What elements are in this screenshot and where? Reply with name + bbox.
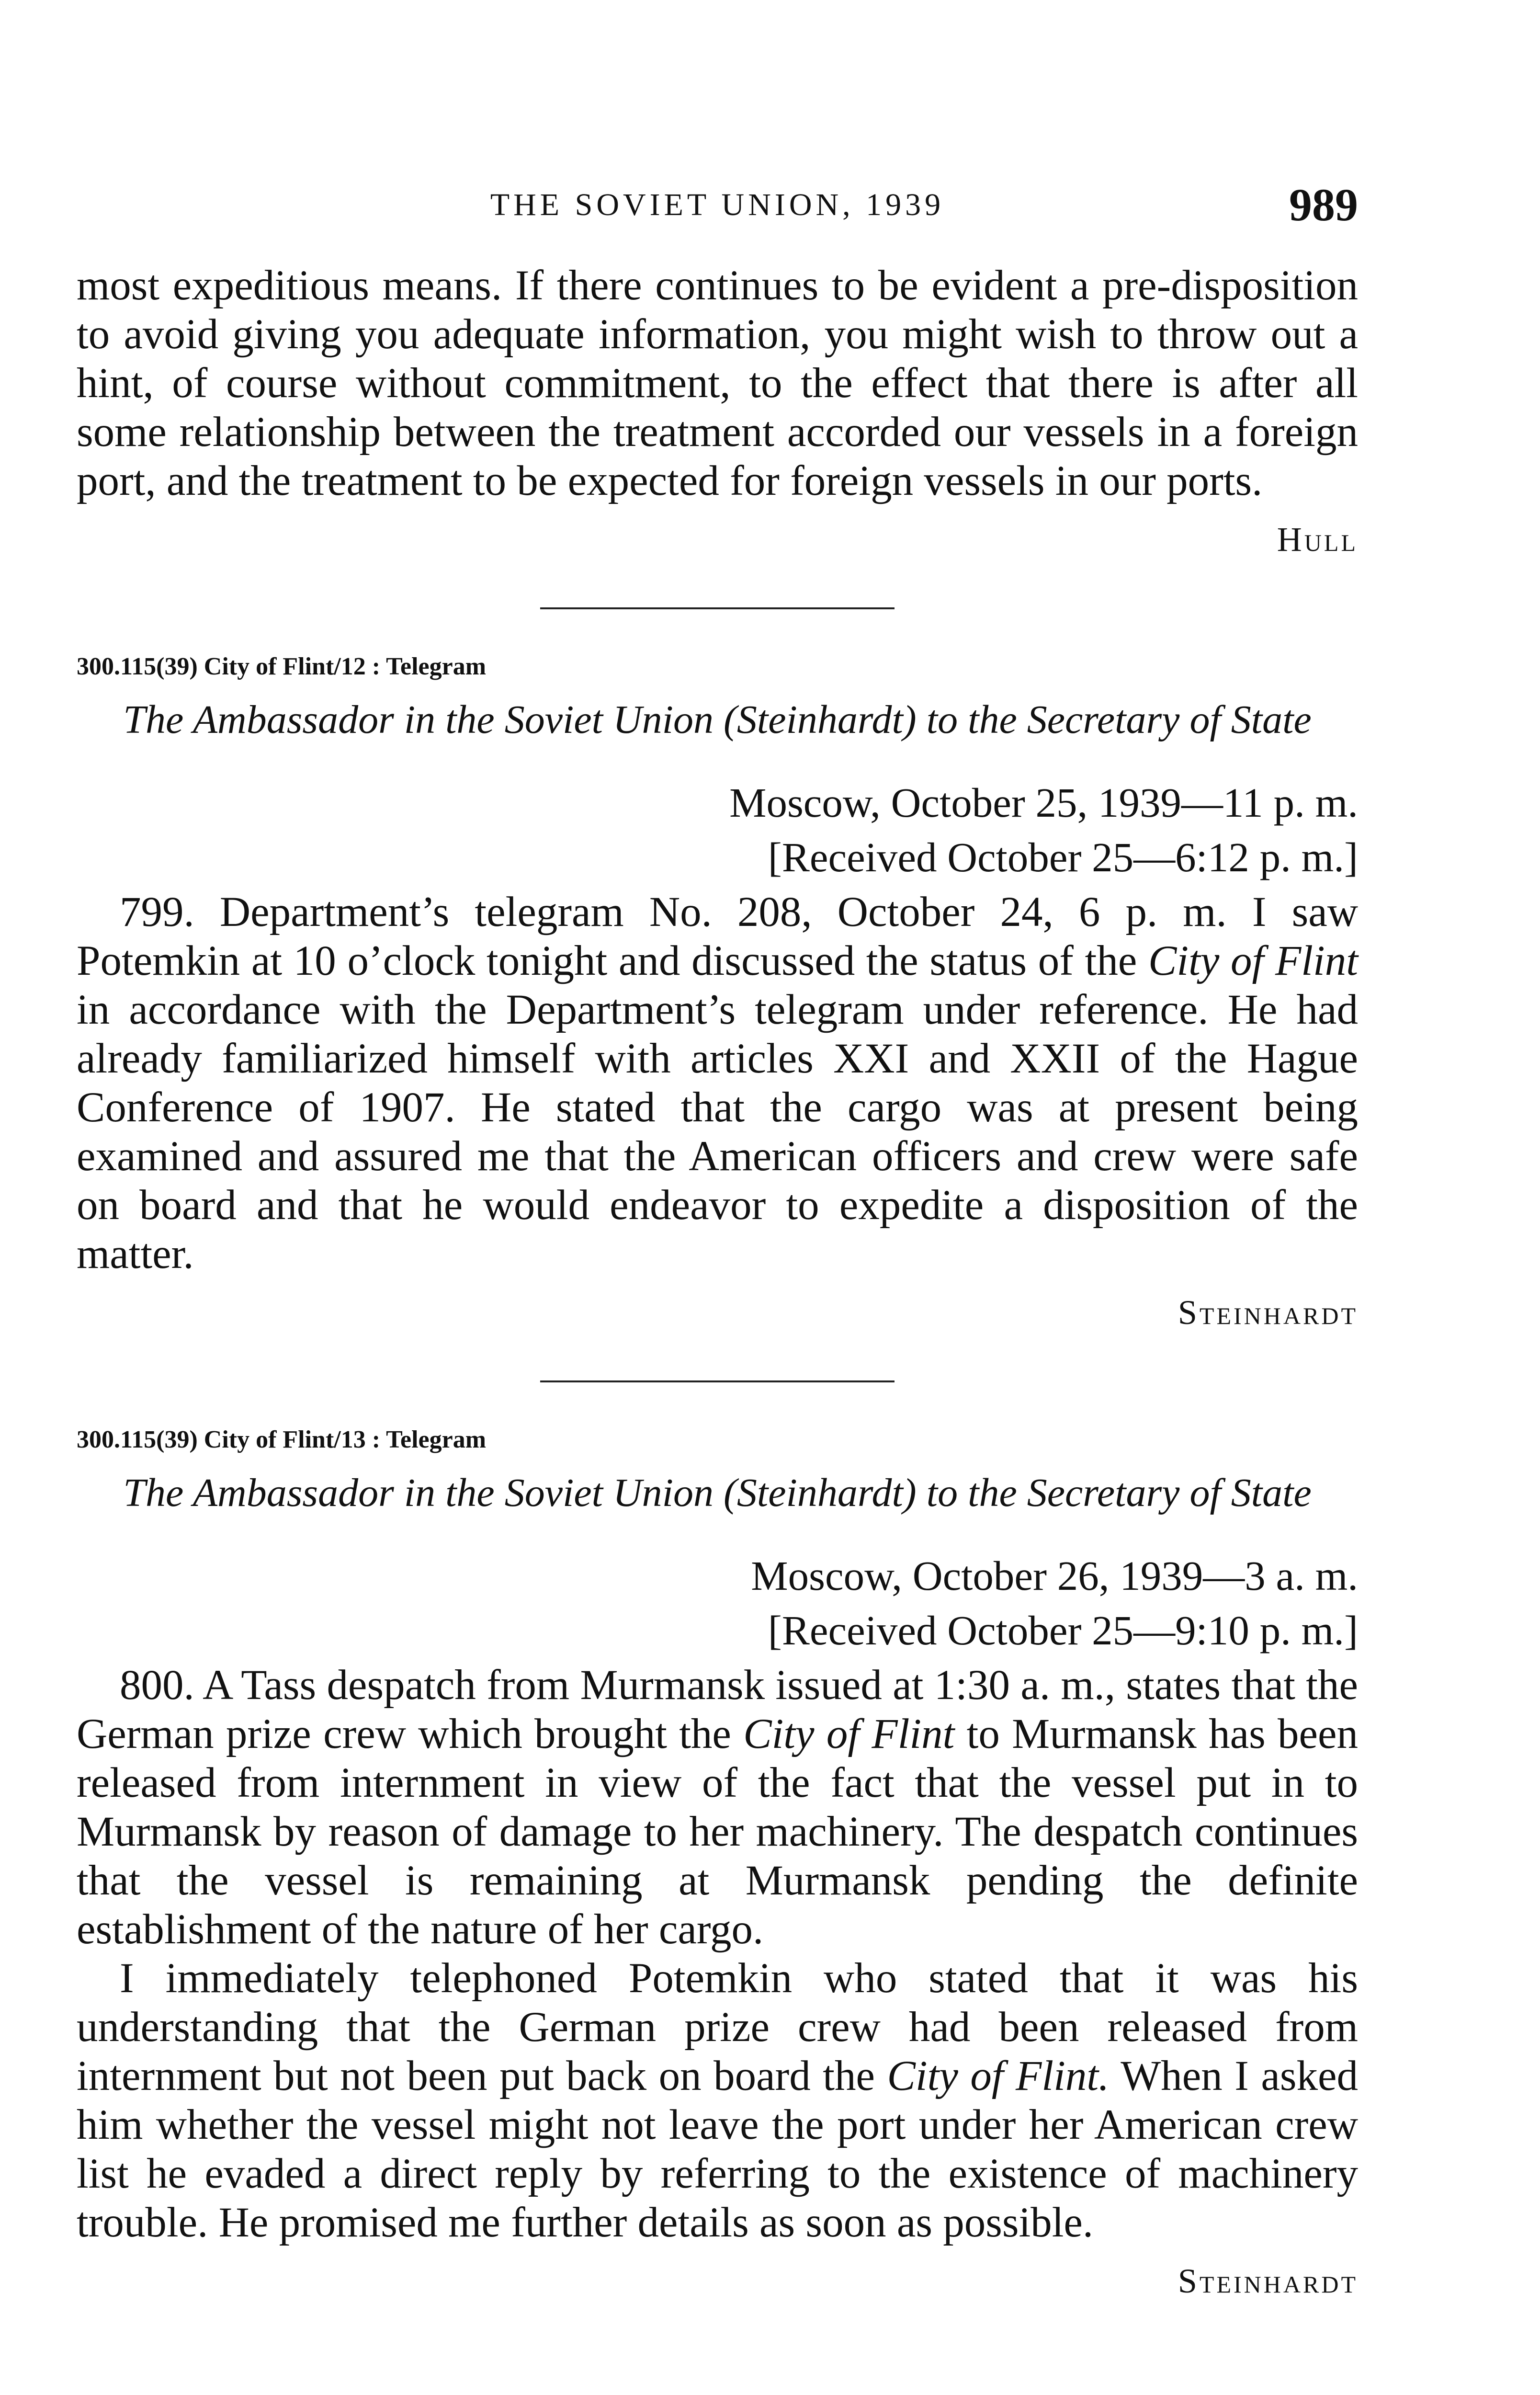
file-reference: 300.115(39) City of Flint/13 : Telegram [77, 1426, 487, 1453]
body-text-segment: I immediately telephoned Potemkin who stated that it was his understanding that the German prize crew had been released from internment but not been put back on board the [77, 1955, 1358, 2099]
section-divider [540, 1380, 895, 1382]
signature: Steinhardt [1178, 2262, 1358, 2300]
page-number: 989 [1289, 179, 1358, 230]
signature: Steinhardt [1178, 1293, 1358, 1332]
body-text-segment: When I asked him whether the vessel might not leave the port under her American crew list he evaded a direct reply by referring to the existence of machinery trouble. He promised me further details as soon as possible. [77, 2053, 1358, 2246]
running-head [77, 178, 1358, 236]
received-line: [Received October 25—6:12 p. m.] [768, 834, 1358, 880]
telegram-body [77, 1661, 1358, 1954]
body-text-segment: 799. Department’s telegram No. 208, October 24, 6 p. m. I saw Potemkin at 10 o’clock tonight and discussed the status of the [77, 889, 1358, 984]
ship-name: City of Flint [743, 1711, 955, 1757]
received-line: [Received October 25—9:10 p. m.] [768, 1607, 1358, 1654]
dateline: Moscow, October 25, 1939—11 p. m. [729, 779, 1358, 826]
ship-name: City of Flint [1148, 937, 1358, 984]
intro-signature: Hull [1277, 520, 1358, 559]
dateline: Moscow, October 26, 1939—3 a. m. [751, 1552, 1358, 1599]
page-content [77, 261, 1358, 2301]
section-divider [540, 607, 895, 609]
telegram-body [77, 888, 1358, 1278]
document-title: The Ambassador in the Soviet Union (Steinhardt) to the Secretary of State [123, 697, 1312, 742]
intro-paragraph: most expeditious means. If there continues to be evident a pre-disposition to avoid giving you adequate information, you might wish to throw out a hint, of course without commitment, to the effect that there is after all some relationship between the treatment accorded our vessels in a foreign port, and the treatment to be expected for foreign vessels in our ports. [77, 262, 1358, 504]
body-text-segment: in accordance with the Department’s telegram under reference. He had already familiarized himself with articles XXI and XXII of the Hague Conference of 1907. He stated that the cargo was at present being examined and assured me that the American officers and crew were safe on board and that he would endeavor to expedite a disposition of the matter. [77, 986, 1358, 1277]
telegram-body-continued [77, 1954, 1358, 2247]
telegram-799 [77, 652, 1358, 1333]
file-reference: 300.115(39) City of Flint/12 : Telegram [77, 653, 487, 680]
ship-name: City of Flint. [887, 2053, 1110, 2099]
body-text-segment: to Murmansk has been released from internment in view of the fact that the vessel put in to Murmansk by reason of damage to her machinery. The despatch continues that the vessel is remaining at Murmansk pending the definite establishment of the nature of her cargo. [77, 1711, 1359, 1953]
telegram-800 [77, 1426, 1358, 2301]
body-text-segment: 800. A Tass despatch from Murmansk issued at 1:30 a. m., states that the German prize crew which brought the [77, 1662, 1358, 1757]
document-title: The Ambassador in the Soviet Union (Steinhardt) to the Secretary of State [123, 1471, 1312, 1515]
running-title: THE SOVIET UNION, 1939 [490, 187, 945, 222]
